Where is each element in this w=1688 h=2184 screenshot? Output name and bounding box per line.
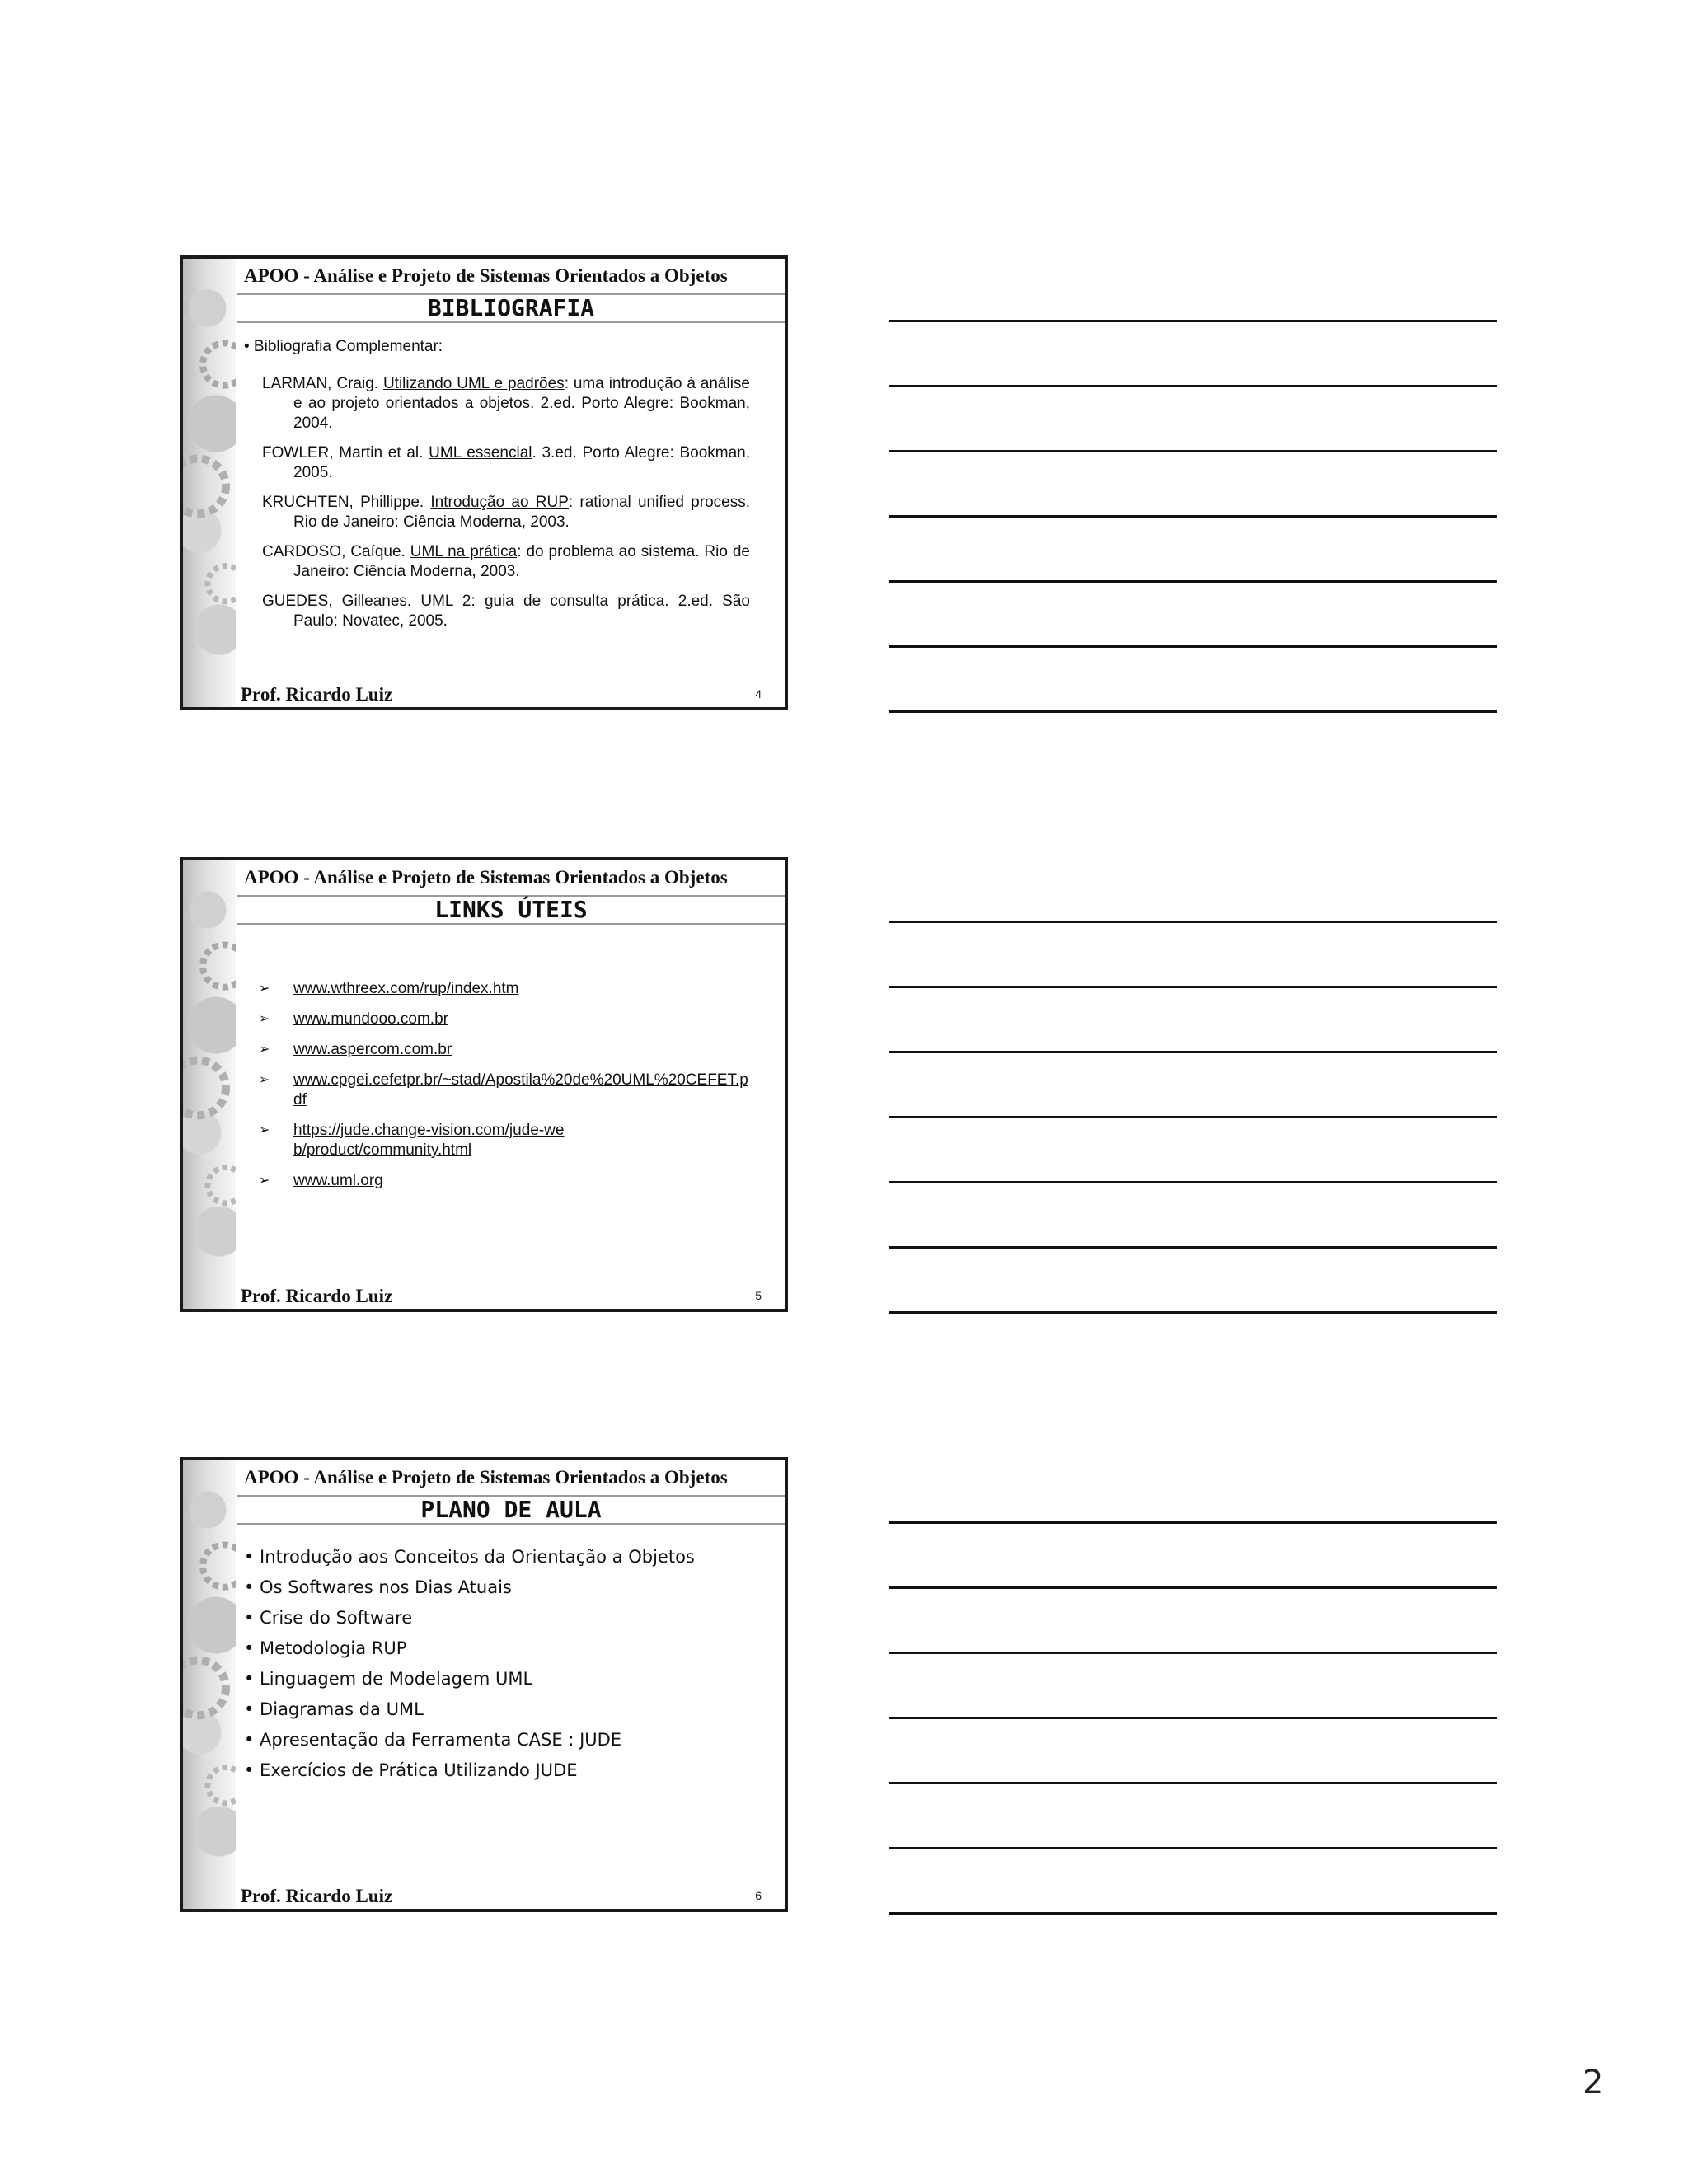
reference-author: GUEDES, Gilleanes. (262, 593, 421, 610)
reference-author: KRUCHTEN, Phillippe. (262, 494, 431, 511)
list-item: • Crise do Software (244, 1608, 413, 1628)
reference-author: CARDOSO, Caíque. (262, 543, 410, 560)
link[interactable]: www.cpgei.cefetpr.br/~stad/Apostila%20de%20UML%20CEFET.pdf (293, 1071, 748, 1108)
link[interactable]: www.uml.org (293, 1172, 383, 1189)
slide-body (244, 338, 757, 641)
reference-item (262, 542, 750, 582)
link[interactable]: www.aspercom.com.br (293, 1041, 452, 1058)
slide-footer-author: Prof. Ricardo Luiz (241, 684, 393, 705)
reference-details: : uma introdução à análise e ao projeto orientados a objetos. 2.ed. Porto Alegre: Bookman, 2004. (293, 375, 750, 432)
notes-line (889, 986, 1497, 988)
reference-item (262, 493, 750, 532)
list-item: • Metodologia RUP (244, 1638, 407, 1658)
page-number: 2 (1582, 2064, 1604, 2102)
reference-title: UML na prática (410, 543, 518, 560)
notes-line (889, 921, 1497, 923)
list-item: • Os Softwares nos Dias Atuais (244, 1577, 512, 1597)
list-item (259, 1010, 757, 1029)
notes-line (889, 1246, 1497, 1249)
notes-line (889, 1717, 1497, 1719)
slide-header: APOO - Análise e Projeto de Sistemas Orientados a Objetos (244, 1467, 728, 1488)
link[interactable]: www.wthreex.com/rup/index.htm (293, 980, 519, 997)
slide-header: APOO - Análise e Projeto de Sistemas Orientados a Objetos (244, 867, 728, 888)
reference-title: UML essencial (429, 444, 532, 462)
slide-title: PLANO DE AULA (237, 1495, 785, 1525)
list-item (259, 1171, 757, 1191)
gear-strip (183, 259, 236, 707)
list-item: • Diagramas da UML (244, 1699, 424, 1719)
notes-line (889, 645, 1497, 648)
reference-author: LARMAN, Craig. (262, 375, 383, 392)
slide-plano-de-aula (180, 1457, 788, 1912)
list-item (259, 979, 757, 999)
notes-line (889, 320, 1497, 322)
list-item: • Exercícios de Prática Utilizando JUDE (244, 1760, 578, 1780)
notes-line (889, 1521, 1497, 1524)
arrow-bullet-icon: ➢ (259, 1012, 270, 1026)
lesson-plan-list (244, 1546, 757, 1781)
reference-title: UML 2 (420, 593, 471, 610)
slide-links-uteis (180, 857, 788, 1312)
notes-line (889, 710, 1497, 713)
notes-line (889, 1782, 1497, 1784)
reference-details: : rational unified process. Rio de Janeiro: Ciência Moderna, 2003. (293, 494, 750, 531)
reference-details: . 3.ed. Porto Alegre: Bookman, 2005. (293, 444, 751, 481)
arrow-bullet-icon: ➢ (259, 1123, 270, 1137)
slide-bibliografia (180, 255, 788, 710)
notes-line (889, 385, 1497, 387)
reference-details: : do problema ao sistema. Rio de Janeiro: Ciência Moderna, 2003. (293, 543, 751, 580)
slide-header: APOO - Análise e Projeto de Sistemas Orientados a Objetos (244, 265, 728, 286)
gear-strip (183, 860, 236, 1309)
notes-line (889, 1181, 1497, 1183)
notes-line (889, 1912, 1497, 1915)
arrow-bullet-icon: ➢ (259, 982, 270, 996)
reference-title: Utilizando UML e padrões (382, 375, 565, 392)
gear-icon (183, 259, 236, 707)
list-item: • Linguagem de Modelagem UML (244, 1669, 533, 1689)
slide-number: 4 (755, 687, 762, 701)
notes-line (889, 580, 1497, 583)
notes-line (889, 1586, 1497, 1589)
gear-icon (183, 860, 236, 1309)
notes-line (889, 450, 1497, 452)
reference-item (262, 443, 750, 483)
slide-number: 6 (755, 1889, 762, 1902)
gear-icon (183, 1460, 236, 1909)
list-item: • Introdução aos Conceitos da Orientação a Objetos (244, 1547, 695, 1567)
reference-author: FOWLER, Martin et al. (262, 444, 429, 462)
link[interactable]: https://jude.change-vision.com/jude-web/product/community.html (293, 1122, 565, 1159)
reference-title: Introdução ao RUP (430, 494, 569, 511)
slide-title: LINKS ÚTEIS (237, 895, 785, 925)
reference-details: : guia de consulta prática. 2.ed. São Paulo: Novatec, 2005. (293, 593, 750, 630)
notes-line (889, 1051, 1497, 1053)
slide-body (244, 1546, 757, 1790)
bibliography-intro: • Bibliografia Complementar: (244, 338, 443, 355)
list-item (259, 1071, 757, 1110)
reference-item (262, 592, 750, 631)
list-item (259, 1040, 757, 1060)
notes-line (889, 1116, 1497, 1118)
slide-footer-author: Prof. Ricardo Luiz (241, 1286, 393, 1306)
notes-line (889, 515, 1497, 518)
slide-number: 5 (755, 1289, 762, 1302)
slide-body (244, 940, 757, 1202)
slide-title: BIBLIOGRAFIA (237, 293, 785, 323)
link[interactable]: www.mundooo.com.br (293, 1010, 448, 1028)
list-item (259, 1121, 757, 1160)
gear-strip (183, 1460, 236, 1909)
notes-line (889, 1652, 1497, 1654)
reference-item (262, 374, 750, 434)
slide-footer-author: Prof. Ricardo Luiz (241, 1886, 393, 1906)
list-item: • Apresentação da Ferramenta CASE : JUDE (244, 1730, 622, 1750)
arrow-bullet-icon: ➢ (259, 1174, 270, 1188)
arrow-bullet-icon: ➢ (259, 1043, 270, 1057)
links-list (259, 979, 757, 1191)
notes-line (889, 1847, 1497, 1849)
notes-line (889, 1311, 1497, 1314)
arrow-bullet-icon: ➢ (259, 1073, 270, 1087)
